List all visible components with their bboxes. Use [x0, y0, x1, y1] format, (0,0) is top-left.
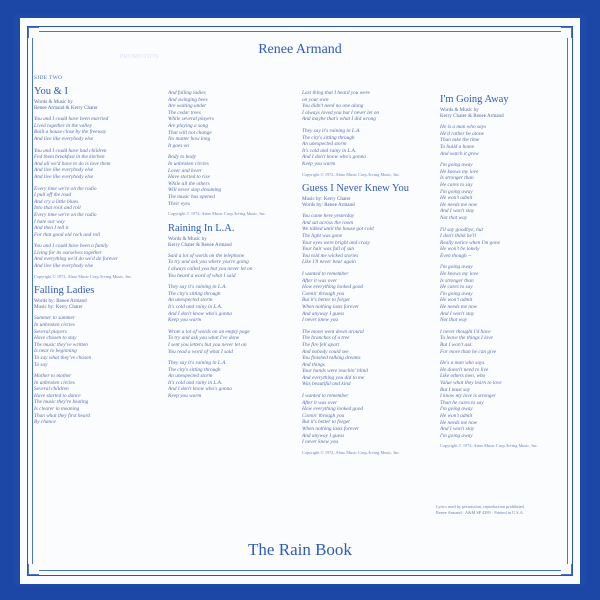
lyric-line: I'm going away [440, 406, 473, 413]
lyric-line: While several players [168, 116, 214, 123]
lyric-line: And I don't know who's gonna [302, 154, 366, 161]
lyric-line: Really notice when I'm gone [440, 239, 500, 246]
lyric-line: Mother to mother [34, 373, 72, 380]
lyric-line: Your hair was full of sun [302, 246, 355, 253]
lyric-line: The cedar trees [168, 109, 201, 116]
lyric-line: When nothing lasts forever [302, 426, 360, 433]
lyric-line: He's a man who says [440, 360, 485, 367]
artist-title: Renee Armand [258, 42, 342, 57]
legal-line: Renee Armand · A&M SP 4389 · Printed in U.S.A. [436, 509, 524, 515]
lyric-line: I sent you letters but you never let on [168, 341, 247, 348]
lyric-line: And falling ladies [168, 90, 206, 96]
lyric-line: In unbroken circles [34, 321, 75, 328]
song-title: I'm Going Away [440, 94, 509, 105]
lyric-line: The fire fell apart [302, 341, 340, 348]
lyric-line: I never knew you [302, 439, 339, 446]
lyric-line: You came here yesterday [302, 213, 355, 220]
lyric-line: After it was over [302, 277, 338, 284]
lyric-line: To try and ask you where you're going [168, 259, 249, 266]
lyric-line: He needs me now [440, 419, 478, 426]
lyric-line: For that good old rock and roll [34, 231, 101, 238]
lyric-line: He cares to say [440, 284, 473, 291]
song-title: Guess I Never Knew You [302, 183, 410, 195]
lyric-line: But I won't ask [440, 342, 472, 348]
song-title: You & I [34, 86, 68, 97]
lyric-line: Living for its ourselves together [34, 249, 102, 256]
lyric-line: By chance [34, 419, 56, 426]
lyric-line: And maybe that's what I did wrong [302, 116, 376, 123]
lyric-line: He doesn't need to live [440, 366, 489, 373]
lyric-line: He is a man who says [440, 124, 487, 131]
lyric-line: He'd rather be alone [440, 130, 484, 137]
lyric-line: Is stronger than [440, 175, 474, 182]
lyric-line: He needs me now [440, 304, 478, 311]
song-title: Raining In L.A. [168, 222, 235, 234]
lyric-line: Will never stop dreaming [168, 187, 222, 194]
lyric-line: He cares to say [440, 181, 473, 188]
lyric-line: Built a house close by the freeway [34, 129, 107, 136]
lyric-line: I don't think he'll [440, 233, 476, 240]
lyric-line: I wanted to remember [302, 393, 349, 400]
side-label: SIDE TWO [34, 75, 63, 81]
lyric-line: He won't be lonely [440, 246, 480, 253]
lyric-line: And watch it grow [440, 150, 479, 157]
lyric-line: And everything we'd do we'd do forever [34, 256, 118, 263]
lyric-line: Lived together in the valley [34, 122, 92, 129]
lyric-line: And I won't stay [440, 310, 475, 317]
lyric-line: Comin' through you [302, 412, 345, 419]
lyric-line: Have started to dance [34, 392, 81, 399]
lyric-line: The music they're beating [34, 399, 89, 406]
lyric-line: They say it's raining in L.A. [168, 360, 227, 367]
lyric-line: We talked until the house got cold [302, 226, 374, 233]
lyric-line: For more than he can give [440, 348, 497, 355]
lyric-line: How everything looked good [302, 406, 364, 413]
lyric-line: He knows my love [440, 271, 479, 278]
lyric-line: Not that way [440, 214, 468, 221]
lyric-line: And everything you did to me [302, 374, 365, 381]
song-credit: Kerry Chater & Renee Armand [168, 241, 232, 248]
lyric-line: In unbroken circles [168, 160, 209, 167]
lyrics-column-3 [302, 90, 432, 461]
lyric-line: And swinging bees [168, 96, 208, 103]
lyric-line: Several players [34, 328, 67, 335]
song-credit: Kerry Chater & Renee Armand [440, 113, 504, 120]
lyric-line: I'm going away [440, 432, 473, 439]
lyric-line: Body to body [168, 154, 196, 161]
lyric-line: Your eyes were bright and crazy [302, 239, 371, 246]
copyright-line: Copyright © 1972, Almo Music Corp./Irving Music, Inc. [34, 273, 132, 279]
lyric-line: And sat across the room [302, 219, 354, 226]
lyric-line: And I won't stay [440, 208, 475, 215]
lyric-line: An unexpected storm [168, 297, 213, 304]
lyric-line: I hate our way [34, 218, 65, 225]
lyric-line: But it's better to forget [302, 297, 350, 304]
song-credit: Words & Music by [34, 99, 73, 105]
lyric-line: And live like everybody else [34, 173, 94, 180]
lyric-line: Than take the time [440, 137, 480, 144]
lyric-line: And I don't know who's gonna [168, 310, 232, 317]
lyric-line: Every time we're on the radio [34, 185, 97, 192]
lyric-line: How everything looked good [302, 284, 364, 291]
lyric-line: Wrote a lot of words on an empty page [168, 328, 250, 335]
lyric-line: He won't admit [440, 297, 473, 304]
lyric-line: You and I could have been married [34, 116, 109, 123]
copyright-line: Copyright © 1972, Almo Music Corp./Irving Music, Inc. [302, 171, 400, 177]
lyric-line: Not that way [440, 317, 468, 324]
lyric-line: I always called you but you never let on [168, 265, 253, 272]
copyright-line: Copyright © 1972, Almo Music Corp./Irving Music, Inc. [302, 449, 400, 455]
copyright-line: Copyright © 1972, Almo Music Corp./Irving Music, Inc. [168, 211, 266, 217]
lyric-line: Comin' through you [302, 290, 345, 297]
lyric-line: You didn't need no one along [302, 103, 364, 110]
lyric-line: Keep you warm [168, 317, 202, 324]
song-block [168, 90, 290, 217]
lyric-line: I'm going away [440, 264, 473, 271]
lyric-line: You finished talking dreams [302, 355, 361, 362]
lyric-line: Are waiting under [168, 103, 207, 110]
lyric-line: And nobody could see [302, 348, 349, 355]
lyric-line: Last thing that I heard you were [302, 90, 370, 96]
lyric-line: Than he cares to say [440, 399, 484, 406]
lyric-line: The light was gone [302, 233, 343, 239]
song-title: Falling Ladies [34, 285, 95, 297]
lyric-line: After it was over [302, 399, 338, 406]
song-credit: Music by: Kerry Chater [34, 304, 83, 311]
legal-line: Lyrics used by permission, reproduction prohibited. [436, 504, 525, 509]
lyric-line: To build a home [440, 143, 475, 150]
lyric-line: Said a lot of words on the telephone [168, 252, 245, 259]
lyric-line: And I won't stay [440, 426, 475, 433]
lyric-line: I pull off the road [34, 192, 72, 199]
corner-ornament [28, 27, 39, 38]
song-credit: Music by: Kerry Chater [302, 196, 351, 203]
lyric-line: And anyway I guess [302, 432, 345, 439]
lyric-line: You heard a word of what I said [168, 272, 236, 279]
lyric-line: He won't admit [440, 195, 473, 202]
lyric-line: To try and ask you what I've done [168, 335, 240, 342]
lyric-line: You read a word of what I said [168, 348, 233, 355]
lyric-line: Like I'll never hear again [302, 259, 356, 266]
lyrics-column-2 [168, 90, 290, 406]
corner-ornament [561, 564, 572, 575]
lyric-line: It's cold and rainy in L.A. [168, 379, 223, 386]
lyric-line: Is stronger than [440, 277, 474, 284]
lyric-line: I always loved you but I never let on [302, 109, 380, 116]
lyric-line: Is near to beginning [34, 348, 77, 355]
lyrics-column-1 [34, 84, 154, 432]
lyric-line: And then I tell it [34, 225, 69, 232]
corner-ornament [561, 27, 572, 38]
lyric-line: I never knew you [302, 317, 339, 324]
lyric-line: You and I could have been a family [34, 243, 109, 250]
lyric-sheet [20, 18, 580, 584]
lyric-line: Every time we're on the radio [34, 211, 97, 218]
lyric-line: He knows my love [440, 168, 479, 175]
lyric-line: But I must say [440, 386, 471, 393]
lyric-line: Summer to summer [34, 315, 75, 322]
lyric-line: Was beautiful and kind [302, 381, 351, 388]
lyric-line: The city's sitting through [168, 366, 221, 373]
lyric-line: It's cold and rainy in L.A. [168, 303, 223, 310]
song-block [34, 285, 154, 426]
lyric-line: And cry a little blues [34, 198, 79, 205]
lyric-line: And anyway I guess [302, 310, 345, 317]
lyric-line: But it's better to forget [302, 419, 350, 426]
lyric-line: Your hands were reachin' blind [302, 368, 368, 375]
copyright-line: Copyright © 1972, Almo Music Corp./Irving Music, Inc. [440, 443, 538, 449]
lyric-line: And live like everybody else [34, 263, 94, 270]
lyric-line: I'm going away [440, 162, 473, 169]
song-block [302, 183, 432, 455]
lyric-line: The moon went down around [302, 328, 364, 335]
lyric-line: Into that rock and roll [34, 205, 81, 212]
lyric-line: I never thought I'd have [440, 328, 491, 335]
song-block [440, 94, 560, 449]
lyric-line: Keep you warm [302, 160, 336, 167]
lyric-line: An unexpected storm [302, 141, 347, 148]
promo-watermark: PROMOTION [120, 54, 160, 60]
lyric-line: Several children [34, 386, 69, 393]
song-credit: Words by: Renee Armand [302, 202, 355, 209]
lyric-line: To say what they've chosen [34, 354, 92, 361]
lyric-line: Fed them breakfast in the kitchen [34, 154, 105, 161]
song-credit: Words & Music by [440, 107, 479, 113]
lyric-line: You and I could have had children [34, 147, 107, 154]
lyric-line: I'm going away [440, 290, 473, 297]
lyric-line: It goes on [168, 142, 189, 149]
lyric-line: Are playing a song [168, 122, 208, 129]
lyric-line: They say it's raining in L.A. [168, 284, 227, 291]
song-block [34, 86, 154, 279]
lyric-line: Is clearer in meaning [34, 406, 80, 413]
lyric-line: The city's sitting through [168, 290, 221, 297]
lyric-line: Keep you warm [168, 393, 202, 400]
lyric-line: No matter how long [168, 136, 211, 143]
lyric-line: And I don't know who's gonna [168, 386, 232, 393]
corner-ornament [28, 564, 39, 575]
lyric-line: And live like everybody else [34, 135, 94, 142]
lyric-line: And things [302, 361, 325, 368]
lyric-line: Lover and lover [168, 167, 202, 174]
lyric-line: Their eyes [168, 200, 190, 207]
song-credit: Renee Armand & Kerry Chater [34, 105, 98, 112]
lyric-line: And all we'd have to do is love them [34, 160, 111, 167]
album-title: The Rain Book [248, 540, 352, 559]
song-credit: Words & Music by [168, 235, 207, 242]
song-credit: Words by: Renee Armand [34, 298, 87, 305]
lyric-line: When nothing lasts forever [302, 303, 360, 310]
lyric-line: He needs me now [440, 201, 478, 208]
lyric-line: I'm going away [440, 188, 473, 195]
lyric-line: Like others men, who [440, 373, 486, 380]
lyric-line: The music has opened [168, 193, 215, 200]
lyric-line: Value what they learn to love [440, 379, 502, 386]
lyric-line: Have started to rise [168, 174, 210, 181]
lyric-line: They say it's raining in L.A. [302, 127, 361, 134]
lyric-line: I know my love is stronger [440, 393, 496, 400]
song-block [168, 223, 290, 400]
lyric-line: The city's sitting through [302, 134, 355, 141]
lyric-line: on your own [302, 96, 329, 103]
lyric-line: I wanted to remember [302, 270, 349, 277]
lyric-line: Than what they first heard [34, 412, 91, 419]
lyric-line: Even though -- [440, 252, 472, 259]
lyric-line: An unexpected storm [168, 373, 213, 380]
lyric-line: He won't admit [440, 412, 473, 419]
song-block [302, 90, 432, 177]
lyric-line: I'll say goodbye, but [440, 226, 483, 233]
lyric-line: The branches of a tree [302, 335, 350, 342]
lyric-line: It's cold and rainy in L.A. [302, 147, 357, 154]
lyric-line: The music they've written [34, 341, 88, 348]
legal-notes [436, 504, 556, 515]
lyric-line: In unbroken circles [34, 379, 75, 386]
lyric-line: And live like everybody else [34, 167, 94, 174]
lyric-line: That will not change [168, 129, 212, 136]
lyric-line: While all the others [168, 180, 210, 187]
lyric-line: You told me wicked stories [302, 252, 359, 259]
lyric-line: To say [34, 361, 48, 368]
lyric-line: To leave the things I love [440, 335, 493, 342]
lyric-line: Have chosen to stay [34, 335, 77, 342]
lyrics-column-4 [440, 92, 560, 455]
